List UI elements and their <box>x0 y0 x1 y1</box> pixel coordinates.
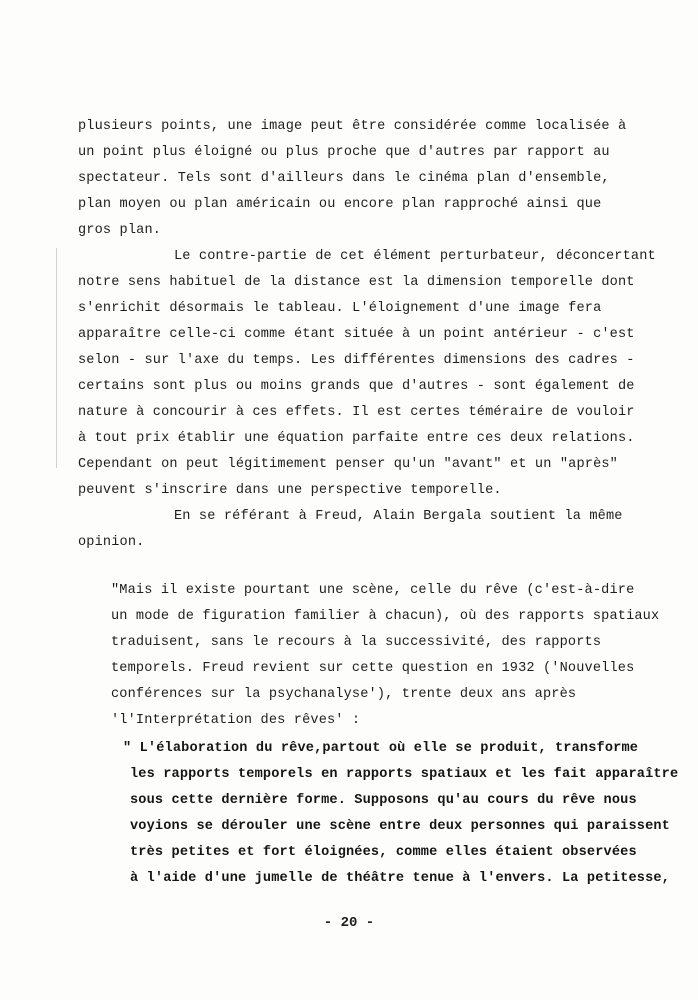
paragraph1-line: gros plan. <box>78 223 162 238</box>
paragraph2-line: notre sens habituel de la distance est la dimension temporelle dont <box>78 275 635 290</box>
paragraph2-line: peuvent s'inscrire dans une perspective temporelle. <box>78 483 502 498</box>
quote2-line: voyions se dérouler une scène entre deux personnes qui paraissent <box>130 819 670 834</box>
quote2-line: sous cette dernière forme. Supposons qu'au cours du rêve nous <box>130 793 637 808</box>
paragraph2-line: certains sont plus ou moins grands que d'autres - sont également de <box>78 379 635 394</box>
quote2-line: les rapports temporels en rapports spatiaux et les fait apparaître <box>130 767 679 782</box>
page-number: - 20 - <box>323 915 375 931</box>
paragraph3-line: En se référant à Freud, Alain Bergala soutient la même <box>174 509 623 524</box>
paragraph2-line: nature à concourir à ces effets. Il est certes téméraire de vouloir <box>78 405 635 420</box>
paragraph2-line: Le contre-partie de cet élément perturbateur, déconcertant <box>174 249 656 264</box>
quote2-line: " L'élaboration du rêve,partout où elle se produit, transforme <box>123 741 639 756</box>
quote1-line: un mode de figuration familier à chacun), où des rapports spatiaux <box>111 609 660 624</box>
paragraph2-line: apparaître celle-ci comme étant située à un point antérieur - c'est <box>78 327 635 342</box>
quote1-line: temporels. Freud revient sur cette question en 1932 ('Nouvelles <box>111 661 635 676</box>
quote1-line: 'l'Interprétation des rêves' : <box>111 713 361 728</box>
quote1-line: "Mais il existe pourtant une scène, celle du rêve (c'est-à-dire <box>111 583 635 598</box>
paragraph1-line: spectateur. Tels sont d'ailleurs dans le cinéma plan d'ensemble, <box>78 171 610 186</box>
paragraph1-line: un point plus éloigné ou plus proche que d'autres par rapport au <box>78 145 610 160</box>
paragraph2-line: s'enrichit désormais le tableau. L'éloignement d'une image fera <box>78 301 602 316</box>
paragraph2-line: à tout prix établir une équation parfaite entre ces deux relations. <box>78 431 635 446</box>
margin-mark <box>56 248 57 468</box>
paragraph1-line: plusieurs points, une image peut être considérée comme localisée à <box>78 119 627 134</box>
quote1-line: traduisent, sans le recours à la successivité, des rapports <box>111 635 602 650</box>
quote2-line: très petites et fort éloignées, comme elles étaient observées <box>130 845 637 860</box>
paragraph1-line: plan moyen ou plan américain ou encore plan rapproché ainsi que <box>78 197 602 212</box>
paragraph3-line: opinion. <box>78 535 145 550</box>
paragraph2-line: Cependant on peut légitimement penser qu'un "avant" et un "après" <box>78 457 618 472</box>
quote2-line: à l'aide d'une jumelle de théâtre tenue à l'envers. La petitesse, <box>130 871 670 886</box>
paragraph2-line: selon - sur l'axe du temps. Les différentes dimensions des cadres - <box>78 353 635 368</box>
quote1-line: conférences sur la psychanalyse'), trente deux ans après <box>111 687 577 702</box>
